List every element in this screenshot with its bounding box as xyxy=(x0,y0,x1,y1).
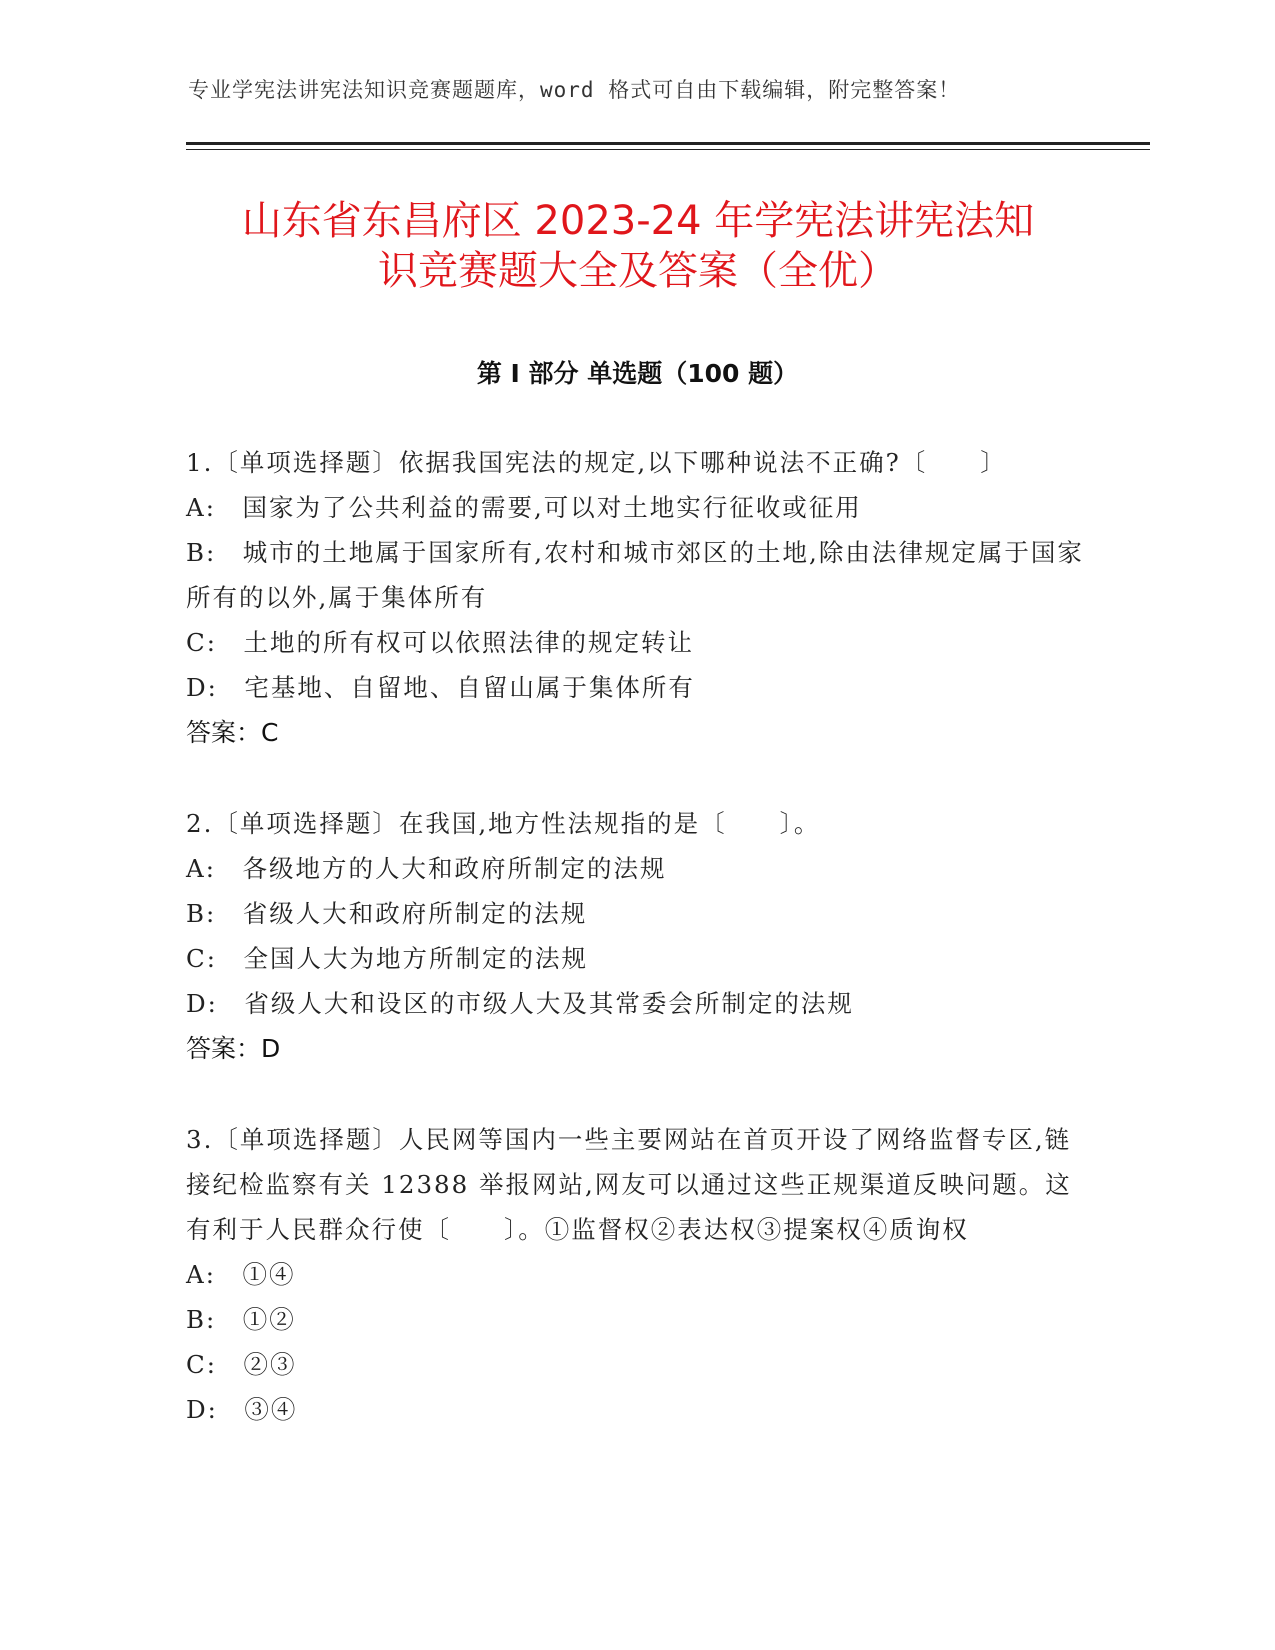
question-list xyxy=(186,440,1086,1478)
header-note: 专业学宪法讲宪法知识竞赛题题库，word 格式可自由下载编辑，附完整答案！ xyxy=(188,78,961,102)
option-b: B: 城市的土地属于国家所有,农村和城市郊区的土地,除由法律规定属于国家所有的以外,属于集体所有 xyxy=(186,538,1084,612)
question-1 xyxy=(186,440,1086,755)
document-title xyxy=(150,196,1126,296)
question-3 xyxy=(186,1117,1086,1432)
option-a: A: ①④ xyxy=(186,1260,296,1289)
header-rule-thick xyxy=(186,142,1150,145)
option-a: A: 各级地方的人大和政府所制定的法规 xyxy=(186,854,667,883)
option-b: B: ①② xyxy=(186,1305,296,1334)
option-d: D: ③④ xyxy=(186,1395,298,1424)
answer: 答案：D xyxy=(186,1034,281,1063)
question-stem: 3.〔单项选择题〕人民网等国内一些主要网站在首页开设了网络监督专区,链接纪检监察有关 12388 举报网站,网友可以通过这些正规渠道反映问题。这有利于人民群众行使〔 〕。①监督权②表达权③提案权④质询权 xyxy=(186,1125,1072,1244)
title-line-2: 识竞赛题大全及答案（全优） xyxy=(378,248,898,294)
question-stem: 1.〔单项选择题〕依据我国宪法的规定,以下哪种说法不正确?〔 〕 xyxy=(186,448,1007,477)
option-b: B: 省级人大和政府所制定的法规 xyxy=(186,899,588,928)
section-title: 第 I 部分 单选题（100 题） xyxy=(476,359,799,388)
answer: 答案：C xyxy=(186,718,279,747)
option-c: C: ②③ xyxy=(186,1350,297,1379)
question-2 xyxy=(186,801,1086,1071)
option-c: C: 土地的所有权可以依照法律的规定转让 xyxy=(186,628,694,657)
option-d: D: 宅基地、自留地、自留山属于集体所有 xyxy=(186,673,695,702)
question-stem: 2.〔单项选择题〕在我国,地方性法规指的是〔 〕。 xyxy=(186,809,821,838)
header-rule-thin xyxy=(186,149,1150,150)
title-line-1: 山东省东昌府区 2023-24 年学宪法讲宪法知 xyxy=(241,198,1035,244)
option-c: C: 全国人大为地方所制定的法规 xyxy=(186,944,588,973)
option-a: A: 国家为了公共利益的需要,可以对土地实行征收或征用 xyxy=(186,493,862,522)
option-d: D: 省级人大和设区的市级人大及其常委会所制定的法规 xyxy=(186,989,854,1018)
